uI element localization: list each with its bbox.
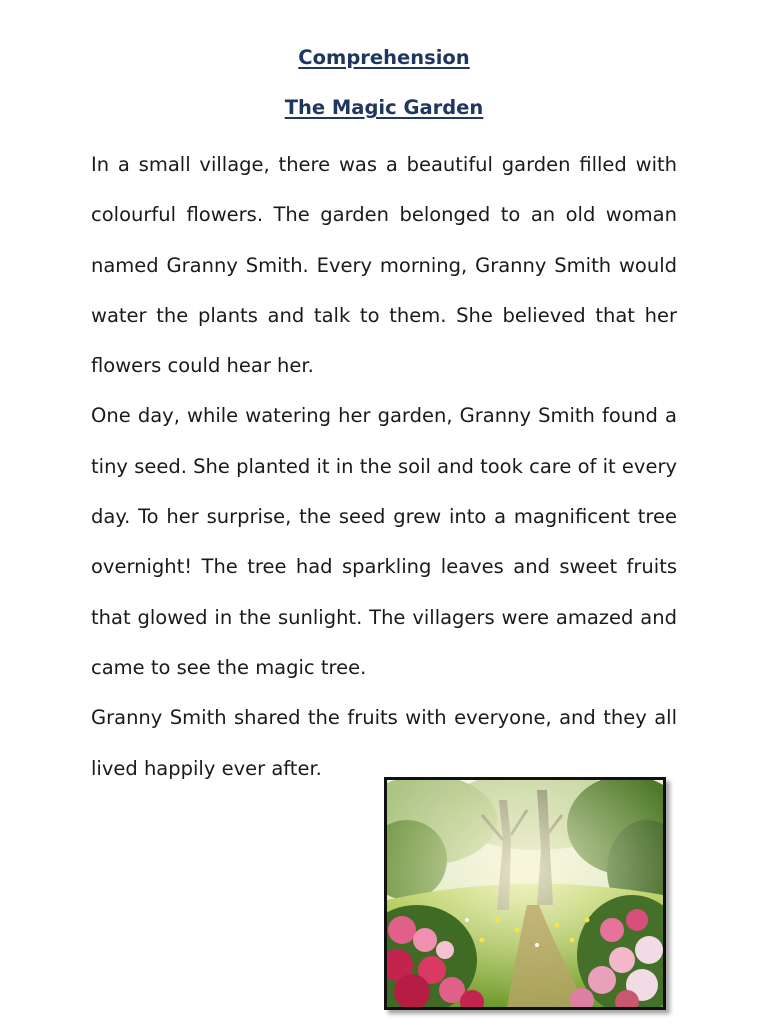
- paragraph-1: In a small village, there was a beautiful garden filled with colourful flowers. The garden belonged to an old woman named Granny Smith. Every morning, Granny Smith would water the plants and talk to them. She believed that her flowers could hear her.: [91, 153, 677, 378]
- paragraph-3: Granny Smith shared the fruits with everyone, and they all lived happily ever after.: [91, 706, 677, 780]
- section-heading: Comprehension: [298, 46, 470, 69]
- garden-illustration: [387, 780, 663, 1007]
- story-title: The Magic Garden: [284, 96, 484, 119]
- garden-photo: [384, 777, 666, 1010]
- paragraph-2: One day, while watering her garden, Granny Smith found a tiny seed. She planted it in the soil and took care of it every day. To her surprise, the seed grew into a magnificent tree overnight! The tree had sparkling leaves and sweet fruits that glowed in the sunlight. The villagers were amazed and came to see the magic tree.: [91, 404, 677, 679]
- story-body: [91, 140, 677, 794]
